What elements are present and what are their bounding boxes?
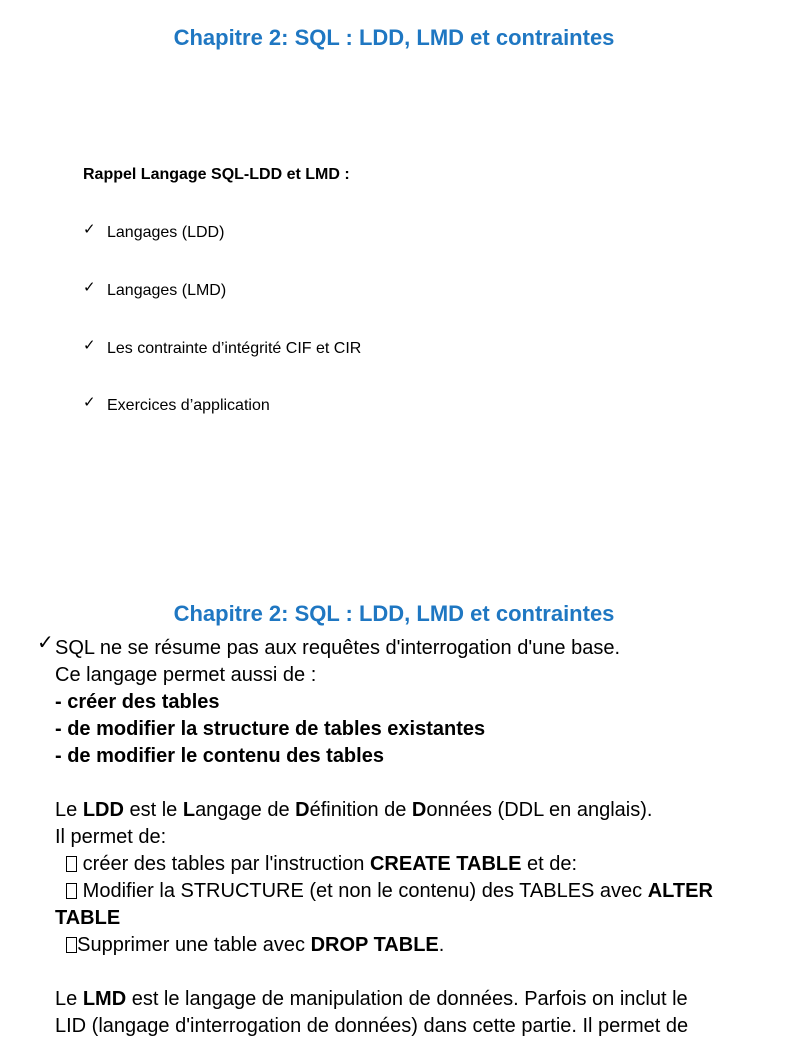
intro-text: Ce langage permet aussi de :	[55, 664, 317, 686]
bullet-box-icon	[66, 883, 77, 899]
bold-line: - créer des tables	[55, 691, 220, 713]
slide-body	[55, 635, 735, 1040]
bold-line: - de modifier le contenu des tables	[55, 745, 384, 767]
slide-title: Chapitre 2: SQL : LDD, LMD et contraintes	[173, 601, 615, 626]
bold-word: TABLE	[55, 907, 121, 929]
ldd-definition: Le LDD est le Langage de Définition de Données (DDL en anglais).	[55, 799, 653, 821]
list-item	[83, 336, 361, 358]
slide-title: Chapitre 2: SQL : LDD, LMD et contraintes	[173, 25, 615, 50]
list-item-label: Langages (LMD)	[107, 282, 227, 299]
list-item	[83, 220, 224, 242]
checkmark-icon: ✓	[83, 394, 96, 411]
checkmark-icon: ✓	[83, 337, 96, 354]
list-item	[83, 393, 270, 415]
intro-text: SQL ne se résume pas aux requêtes d'interrogation d'une base.	[55, 637, 621, 659]
lmd-definition-cont: LID (langage d'interrogation de données) dans cette partie. Il permet de	[55, 1015, 689, 1037]
bullet-box-icon	[66, 937, 77, 953]
bullet-line: Modifier la STRUCTURE (et non le contenu) des TABLES avec ALTER	[55, 878, 735, 905]
bullet-box-icon	[66, 856, 77, 872]
list-item-label: Les contrainte d’intégrité CIF et CIR	[107, 340, 362, 357]
list-item-label: Langages (LDD)	[107, 224, 225, 241]
recall-heading: Rappel Langage SQL-LDD et LMD :	[83, 166, 350, 183]
lmd-definition: Le LMD est le langage de manipulation de données. Parfois on inclut le	[55, 988, 688, 1010]
ldd-intro: Il permet de:	[55, 826, 167, 848]
bullet-line: Supprimer une table avec DROP TABLE.	[55, 932, 735, 959]
checkmark-icon: ✓	[37, 632, 54, 654]
bold-line: - de modifier la structure de tables existantes	[55, 718, 486, 740]
bullet-line: créer des tables par l'instruction CREATE TABLE et de:	[55, 851, 735, 878]
checkmark-icon: ✓	[83, 221, 96, 238]
checkmark-icon: ✓	[83, 279, 96, 296]
list-item-label: Exercices d’application	[107, 397, 270, 414]
list-item	[83, 278, 226, 300]
